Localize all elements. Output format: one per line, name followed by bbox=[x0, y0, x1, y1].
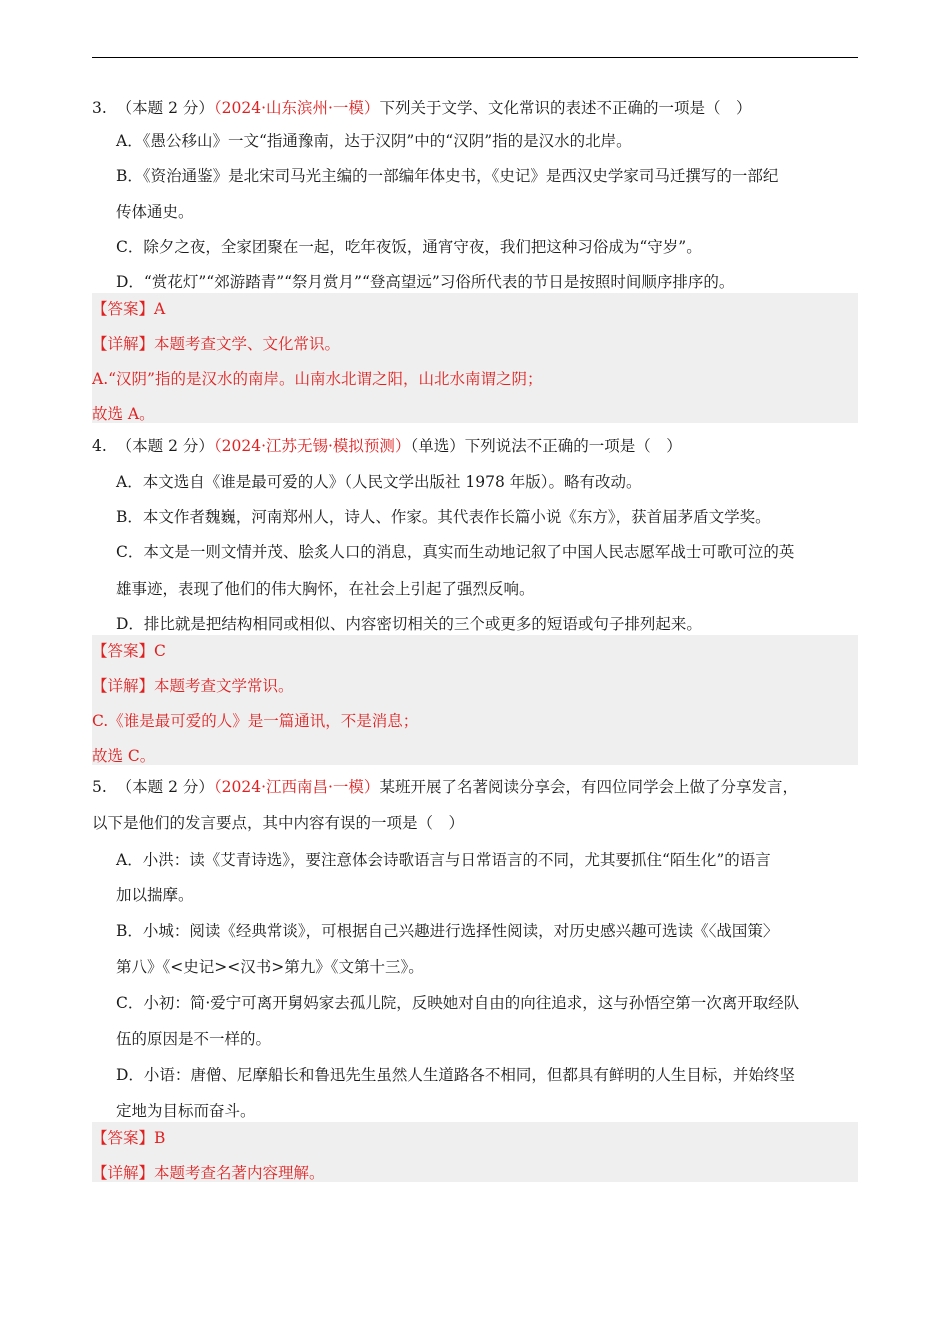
question-stem bbox=[92, 436, 858, 472]
detail-label: 【详解】 bbox=[92, 677, 155, 695]
question-source: （2024·山东滨州·一模） bbox=[213, 99, 380, 117]
question-5 bbox=[92, 777, 858, 1182]
question-score: （本题 2 分） bbox=[116, 437, 214, 455]
detail-label: 【详解】 bbox=[92, 1164, 155, 1182]
question-number: 4. bbox=[92, 437, 107, 455]
explanation: C.《谁是最可爱的人》是一篇通讯，不是消息； bbox=[92, 712, 419, 730]
option-c: C．小初：简·爱宁可离开舅妈家去孤儿院，反映她对自由的向往追求，这与孙悟空第一次离开取经队 bbox=[116, 994, 800, 1012]
option-a: A．《愚公移山》一文“指通豫南，达于汉阴”中的“汉阴”指的是汉水的北岸。 bbox=[116, 132, 632, 150]
answer-line bbox=[92, 641, 166, 661]
option-b-continued: 第八》《<史记><汉书>第九》《文第十三》。 bbox=[116, 958, 424, 976]
answer-label: 【答案】 bbox=[92, 642, 155, 660]
option-c-continued: 雄事迹，表现了他们的伟大胸怀，在社会上引起了强烈反响。 bbox=[116, 580, 535, 598]
question-number: 5. bbox=[92, 778, 107, 796]
answer-box bbox=[92, 635, 858, 765]
option-a: A．小洪：读《艾青诗选》，要注意体会诗歌语言与日常语言的不同，尤其要抓住“陌生化”的语言 bbox=[116, 851, 771, 869]
question-score: （本题 2 分） bbox=[116, 99, 214, 117]
option-c-continued: 伍的原因是不一样的。 bbox=[116, 1030, 272, 1048]
detail-label: 【详解】 bbox=[92, 335, 155, 353]
answer-value: A bbox=[154, 300, 166, 318]
answer-label: 【答案】 bbox=[92, 300, 155, 318]
conclusion: 故选 C。 bbox=[92, 747, 156, 765]
detail-line bbox=[92, 1163, 325, 1183]
option-b: B．小城：阅读《经典常谈》，可根据自己兴趣进行选择性阅读，对历史感兴趣可选读《〈战国策〉 bbox=[116, 922, 779, 940]
question-stem-continued: 以下是他们的发言要点，其中内容有误的一项是（ ） bbox=[92, 814, 465, 832]
answer-label: 【答案】 bbox=[92, 1129, 155, 1147]
option-b: B．《资治通鉴》是北宋司马光主编的一部编年体史书，《史记》是西汉史学家司马迁撰写的一部纪 bbox=[116, 167, 779, 185]
option-d: D．“赏花灯”“郊游踏青”“祭月赏月”“登高望远”习俗所代表的节日是按照时间顺序排序的。 bbox=[116, 273, 735, 291]
option-c: C．除夕之夜，全家团聚在一起，吃年夜饭，通宵守夜，我们把这种习俗成为“守岁”。 bbox=[116, 238, 702, 256]
answer-value: C bbox=[154, 642, 166, 660]
option-d-continued: 定地为目标而奋斗。 bbox=[116, 1102, 256, 1120]
option-a: A．本文选自《谁是最可爱的人》（人民文学出版社 1978 年版）。略有改动。 bbox=[116, 473, 642, 491]
option-c: C．本文是一则文情并茂、脍炙人口的消息，真实而生动地记叙了中国人民志愿军战士可歌可泣的英 bbox=[116, 543, 795, 561]
detail-line bbox=[92, 676, 294, 696]
header-rule bbox=[92, 57, 858, 58]
option-d: D．小语：唐僧、尼摩船长和鲁迅先生虽然人生道路各不相同，但都具有鲜明的人生目标，并始终坚 bbox=[116, 1066, 795, 1084]
question-score: （本题 2 分） bbox=[116, 778, 214, 796]
answer-line bbox=[92, 299, 165, 319]
answer-value: B bbox=[154, 1129, 166, 1147]
question-source: （2024·江西南昌·一模） bbox=[213, 778, 380, 796]
detail-line bbox=[92, 334, 340, 354]
option-a-continued: 加以揣摩。 bbox=[116, 886, 194, 904]
option-b-continued: 传体通史。 bbox=[116, 203, 194, 221]
question-text: 某班开展了名著阅读分享会，有四位同学会上做了分享发言， bbox=[379, 778, 798, 796]
question-text: 下列关于文学、文化常识的表述不正确的一项是（ ） bbox=[379, 99, 752, 117]
document-body bbox=[92, 98, 858, 1182]
question-4 bbox=[92, 436, 858, 765]
option-d: D．排比就是把结构相同或相似、内容密切相关的三个或更多的短语或句子排列起来。 bbox=[116, 615, 702, 633]
answer-box bbox=[92, 1122, 858, 1182]
question-3 bbox=[92, 98, 858, 423]
question-stem bbox=[92, 98, 858, 131]
explanation: A.“汉阴”指的是汉水的南岸。山南水北谓之阳，山北水南谓之阴； bbox=[92, 370, 543, 388]
question-number: 3. bbox=[92, 99, 107, 117]
question-text: （单选）下列说法不正确的一项是（ ） bbox=[410, 437, 682, 455]
detail-text: 本题考查文学、文化常识。 bbox=[154, 335, 341, 353]
option-b: B．本文作者魏巍，河南郑州人，诗人、作家。其代表作长篇小说《东方》，获首届茅盾文学奖。 bbox=[116, 508, 771, 526]
detail-text: 本题考查文学常识。 bbox=[154, 677, 294, 695]
detail-text: 本题考查名著内容理解。 bbox=[154, 1164, 325, 1182]
conclusion: 故选 A。 bbox=[92, 405, 155, 423]
question-source: （2024·江苏无锡·模拟预测） bbox=[213, 437, 411, 455]
answer-line bbox=[92, 1128, 165, 1148]
answer-box bbox=[92, 293, 858, 423]
question-stem bbox=[92, 777, 858, 813]
